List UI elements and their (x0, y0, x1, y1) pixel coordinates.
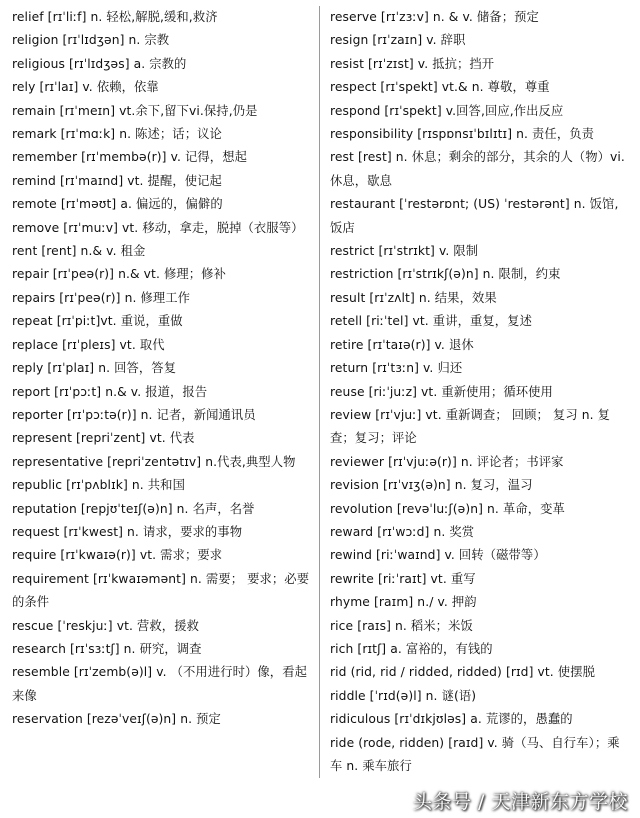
entry-requirement: requirement [rɪˈkwaɪəmənt] n. 需要； 要求；必要的条件 (12, 571, 310, 610)
entry-responsibility: responsibility [rɪspɒnsɪˈbɪlɪtɪ] n. 责任，负责 (330, 127, 595, 142)
entry-resign: resign [rɪˈzaɪn] v. 辞职 (330, 33, 466, 48)
entry-rely: rely [rɪˈlaɪ] v. 依赖，依靠 (12, 80, 159, 95)
entry-require: require [rɪˈkwaɪə(r)] vt. 需求；要求 (12, 548, 223, 563)
entry-reporter: reporter [rɪˈpɔːtə(r)] n. 记者，新闻通讯员 (12, 407, 256, 422)
entry-reward: reward [rɪˈwɔːd] n. 奖赏 (330, 524, 475, 539)
entry-rent: rent [rent] n.& v. 租金 (12, 244, 146, 259)
entry-respect: respect [rɪˈspekt] vt.& n. 尊敬，尊重 (330, 80, 550, 95)
entry-repairs: repairs [rɪˈpeə(r)] n. 修理工作 (12, 290, 191, 305)
entry-rice: rice [raɪs] n. 稻米；米饭 (330, 618, 473, 633)
entry-riddle: riddle [ˈrɪd(ə)l] n. 谜(语) (330, 688, 477, 703)
entry-religion: religion [rɪˈlɪdʒən] n. 宗教 (12, 33, 170, 48)
entry-replace: replace [rɪˈpleɪs] vt. 取代 (12, 337, 165, 352)
entry-reservation: reservation [rezəˈveɪʃ(ə)n] n. 预定 (12, 712, 221, 727)
entry-result: result [rɪˈzʌlt] n. 结果，效果 (330, 290, 497, 305)
entry-reuse: reuse [riːˈjuːz] vt. 重新使用；循环使用 (330, 384, 553, 399)
entry-report: report [rɪˈpɔːt] n.& v. 报道，报告 (12, 384, 208, 399)
entry-remove: remove [rɪˈmuːv] vt. 移动，拿走，脱掉（衣服等） (12, 220, 304, 235)
entry-return: return [rɪˈtɜːn] v. 归还 (330, 361, 463, 376)
entry-rid: rid (rid, rid / ridded, ridded) [rɪd] vt. 使摆脱 (330, 665, 595, 680)
entry-religious: religious [rɪˈlɪdʒəs] a. 宗教的 (12, 56, 187, 71)
entry-remind: remind [rɪˈmaɪnd] vt. 提醒，使记起 (12, 173, 222, 188)
entry-remain: remain [rɪˈmeɪn] vt.余下,留下vi.保持,仍是 (12, 103, 258, 118)
source-watermark: 头条号 / 天津新东方学校 (413, 791, 628, 813)
entry-rescue: rescue [ˈreskjuː] vt. 营救，援救 (12, 618, 200, 633)
entry-represent: represent [repriˈzent] vt. 代表 (12, 431, 195, 446)
entry-resist: resist [rɪˈzɪst] v. 抵抗；挡开 (330, 56, 495, 71)
entry-restriction: restriction [rɪˈstrɪkʃ(ə)n] n. 限制，约束 (330, 267, 561, 282)
entry-respond: respond [rɪˈspekt] v.回答,回应,作出反应 (330, 103, 564, 118)
entry-relief: relief [rɪˈliːf] n. 轻松,解脱,缓和,救济 (12, 10, 218, 24)
entry-rich: rich [rɪtʃ] a. 富裕的，有钱的 (330, 641, 493, 656)
entry-repair: repair [rɪˈpeə(r)] n.& vt. 修理；修补 (12, 267, 226, 282)
entry-review: review [rɪˈvjuː] vt. 重新调查； 回顾； 复习 n. 复查；复习；评论 (330, 407, 611, 446)
column-divider (319, 6, 320, 778)
entry-rhyme: rhyme [raɪm] n./ v. 押韵 (330, 595, 477, 610)
entry-republic: republic [rɪˈpʌblɪk] n. 共和国 (12, 478, 185, 493)
entry-restaurant: restaurant [ˈrestərɒnt; (US) ˈrestərənt] n. 饭馆, 饭店 (330, 197, 619, 235)
left-column (12, 6, 312, 732)
entry-restrict: restrict [rɪˈstrɪkt] v. 限制 (330, 244, 479, 259)
entry-reserve: reserve [rɪˈzɜːv] n. & v. 储备；预定 (330, 10, 539, 24)
entry-rest: rest [rest] n. 休息；剩余的部分，其余的人（物）vi. 休息，歇息 (330, 150, 625, 188)
entry-reply: reply [rɪˈplaɪ] n. 回答，答复 (12, 361, 177, 376)
entry-remote: remote [rɪˈməʊt] a. 偏远的，偏僻的 (12, 197, 223, 212)
entry-retire: retire [rɪˈtaɪə(r)] v. 退休 (330, 337, 474, 352)
entry-reputation: reputation [repjʊˈteɪʃ(ə)n] n. 名声，名誉 (12, 501, 255, 516)
entry-ride: ride (rode, ridden) [raɪd] v. 骑（马、自行车）；乘车 n. 乘车旅行 (330, 735, 620, 773)
entry-retell: retell [riːˈtel] vt. 重讲，重复，复述 (330, 314, 532, 329)
entry-revision: revision [rɪˈvɪʒ(ə)n] n. 复习，温习 (330, 478, 533, 493)
entry-rewrite: rewrite [riːˈraɪt] vt. 重写 (330, 571, 476, 586)
entry-rewind: rewind [riːˈwaɪnd] v. 回转（磁带等） (330, 548, 546, 563)
entry-remark: remark [rɪˈmɑːk] n. 陈述；话；议论 (12, 127, 222, 142)
entry-ridiculous: ridiculous [rɪˈdɪkjʊləs] a. 荒谬的，愚蠢的 (330, 712, 573, 727)
entry-repeat: repeat [rɪˈpiːt]vt. 重说，重做 (12, 314, 183, 329)
entry-request: request [rɪˈkwest] n. 请求，要求的事物 (12, 524, 243, 539)
entry-research: research [rɪˈsɜːtʃ] n. 研究，调查 (12, 641, 202, 656)
entry-representative: representative [repriˈzentətɪv] n.代表,典型人物 (12, 454, 296, 469)
entry-remember: remember [rɪˈmembə(r)] v. 记得，想起 (12, 150, 247, 165)
right-column (330, 6, 632, 778)
entry-reviewer: reviewer [rɪˈvjuːə(r)] n. 评论者；书评家 (330, 454, 564, 469)
entry-resemble: resemble [rɪˈzemb(ə)l] v. （不用进行时）像，看起来像 (12, 665, 307, 703)
entry-revolution: revolution [revəˈluːʃ(ə)n] n. 革命，变革 (330, 501, 565, 516)
